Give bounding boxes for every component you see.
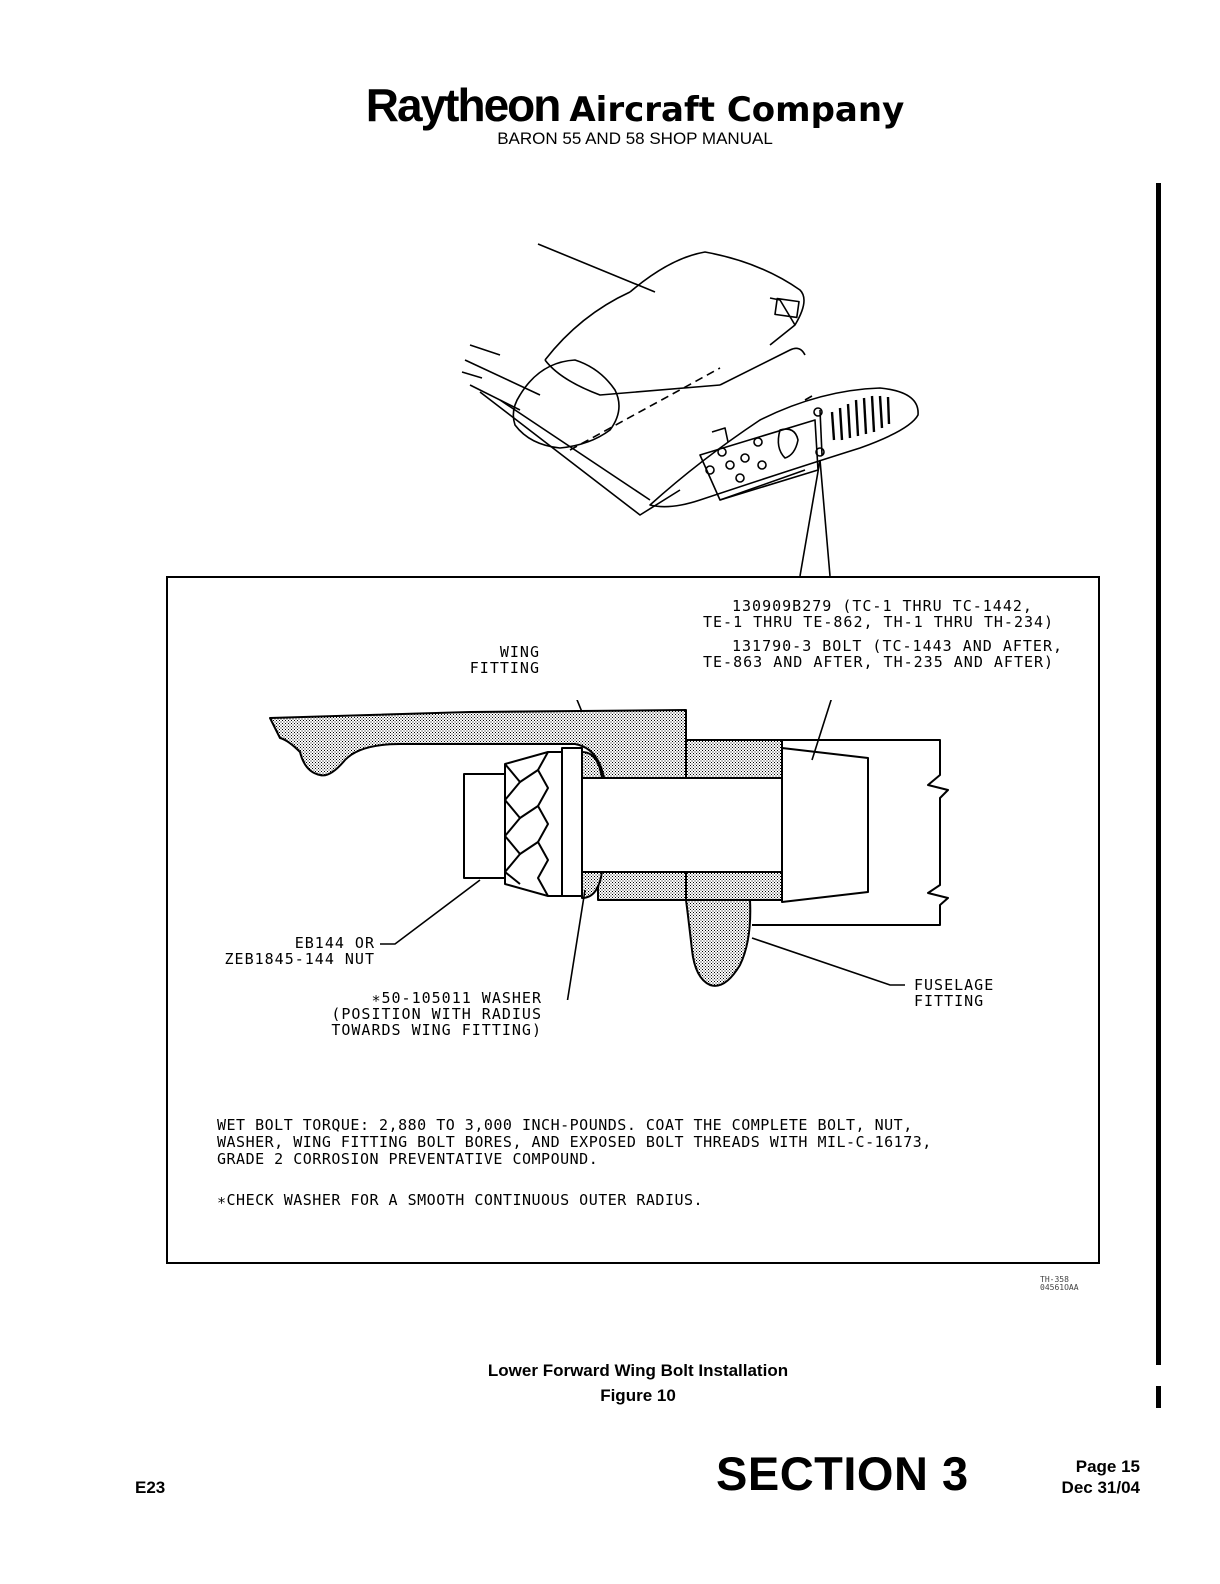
bolt-part-label: TE-863 AND AFTER, TH-235 AND AFTER): [703, 653, 1055, 671]
washer-label: (POSITION WITH RADIUS: [331, 1005, 542, 1023]
company-header: [0, 78, 1220, 132]
page-code: E23: [135, 1478, 166, 1497]
wing-fitting-label: FITTING: [469, 659, 540, 677]
fuselage-fitting-label: FUSELAGE: [914, 976, 995, 994]
revision-date: Dec 31/04: [1061, 1478, 1140, 1497]
company-logo: Raytheon: [365, 79, 560, 131]
bolt-part-label: TE-1 THRU TE-862, TH-1 THRU TH-234): [703, 613, 1055, 631]
bolt-part-label: 130909B279 (TC-1 THRU TC-1442,: [732, 597, 1033, 615]
wing-fitting-label: WING: [499, 643, 540, 661]
bolt-part-label: 131790-3 BOLT (TC-1443 AND AFTER,: [732, 637, 1064, 655]
washer-check-note: ∗CHECK WASHER FOR A SMOOTH CONTINUOUS OUTER RADIUS.: [217, 1191, 704, 1209]
washer-label: TOWARDS WING FITTING): [331, 1021, 542, 1039]
drawing-id-line: TH-358: [1040, 1275, 1069, 1284]
drawing-id-line: 04561OAA: [1040, 1283, 1079, 1292]
section-heading: SECTION 3: [716, 1447, 969, 1500]
torque-note: WET BOLT TORQUE: 2,880 TO 3,000 INCH-POUNDS. COAT THE COMPLETE BOLT, NUT,: [217, 1116, 913, 1134]
manual-title: BARON 55 AND 58 SHOP MANUAL: [497, 129, 773, 148]
wing-overview-illustration: [450, 235, 940, 580]
figure-number: Figure 10: [600, 1386, 676, 1405]
drawing-id: [1040, 1276, 1079, 1292]
figure-title: Lower Forward Wing Bolt Installation: [487, 1361, 789, 1380]
company-suffix: Aircraft Company: [569, 90, 905, 130]
nut-label: ZEB1845-144 NUT: [224, 950, 375, 968]
fuselage-fitting-label: FITTING: [914, 992, 985, 1010]
washer-label: ∗50-105011 WASHER: [371, 989, 542, 1007]
torque-note: WASHER, WING FITTING BOLT BORES, AND EXPOSED BOLT THREADS WITH MIL-C-16173,: [217, 1133, 932, 1151]
page-number: Page 15: [1075, 1457, 1140, 1476]
torque-note: GRADE 2 CORROSION PREVENTATIVE COMPOUND.: [217, 1150, 599, 1168]
change-bar: [1156, 183, 1161, 1365]
nut-label: EB144 OR: [294, 934, 375, 952]
